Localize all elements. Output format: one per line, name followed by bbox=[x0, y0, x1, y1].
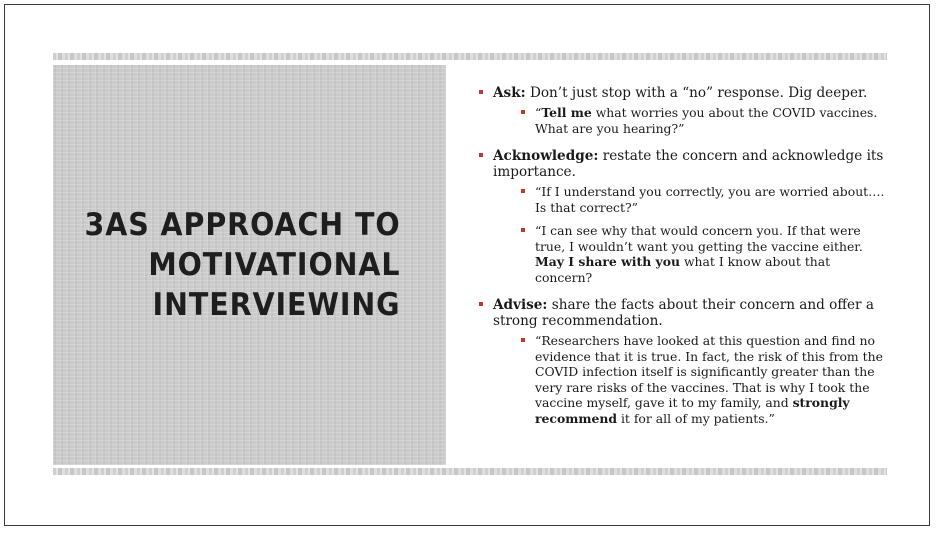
bullet-label: Ask: bbox=[493, 85, 526, 101]
slide bbox=[4, 4, 930, 526]
sub-bullet bbox=[521, 184, 889, 215]
bullet-square-icon bbox=[521, 110, 525, 114]
sub-bullet bbox=[521, 105, 889, 136]
bullet-label: Advise: bbox=[493, 297, 548, 313]
main-bullet-list bbox=[479, 85, 889, 426]
bullet-ask bbox=[479, 85, 889, 136]
sub-bullet-bold: May I share with you bbox=[535, 254, 680, 269]
sub-bullet-list bbox=[493, 333, 889, 426]
bottom-decorative-band bbox=[53, 468, 887, 475]
sub-bullet-list bbox=[493, 105, 889, 136]
bullet-text: restate the concern and acknowledge its importance. bbox=[493, 148, 884, 180]
sub-bullet-text: “ bbox=[535, 105, 542, 120]
sub-bullet-bold: Tell me bbox=[541, 105, 592, 120]
bullet-square-icon bbox=[521, 189, 525, 193]
sub-bullet bbox=[521, 333, 889, 426]
title-panel bbox=[53, 65, 446, 465]
sub-bullet-text: “Researchers have looked at this question and find no evidence that it is true. In fact, the risk of this from the COVID infection itself is significantly greater than the very rare risks of the vaccines. That is why I took the vaccine myself, gave it to my family, and bbox=[535, 333, 883, 410]
slide-title bbox=[84, 205, 400, 325]
sub-bullet-text: “I can see why that would concern you. If that were true, I wouldn’t want you getting the vaccine either. bbox=[535, 223, 863, 254]
bullet-content bbox=[479, 85, 889, 426]
bullet-acknowledge bbox=[479, 148, 889, 285]
top-decorative-band bbox=[53, 53, 887, 60]
sub-bullet-text: what I know about that concern? bbox=[535, 254, 831, 285]
title-line: MOTIVATIONAL bbox=[147, 247, 400, 283]
sub-bullet-list bbox=[493, 184, 889, 285]
bullet-text: Don’t just stop with a “no” response. Dig deeper. bbox=[525, 85, 868, 101]
bullet-square-icon bbox=[521, 338, 525, 342]
bullet-advise bbox=[479, 297, 889, 426]
sub-bullet-bold: strongly recommend bbox=[535, 395, 850, 426]
title-line: INTERVIEWING bbox=[152, 287, 400, 323]
bullet-square-icon bbox=[479, 90, 483, 94]
bullet-square-icon bbox=[479, 153, 483, 157]
bullet-text: share the facts about their concern and offer a strong recommendation. bbox=[493, 297, 874, 329]
bullet-square-icon bbox=[521, 228, 525, 232]
sub-bullet-text: it for all of my patients.” bbox=[617, 410, 775, 426]
title-line: 3AS APPROACH TO bbox=[83, 207, 400, 243]
sub-bullet-text: “If I understand you correctly, you are worried about…. Is that correct?” bbox=[535, 184, 885, 215]
bullet-label: Acknowledge: bbox=[493, 148, 599, 164]
bullet-square-icon bbox=[479, 302, 483, 306]
sub-bullet bbox=[521, 223, 889, 285]
sub-bullet-text: what worries you about the COVID vaccines. What are you hearing?” bbox=[535, 105, 878, 136]
